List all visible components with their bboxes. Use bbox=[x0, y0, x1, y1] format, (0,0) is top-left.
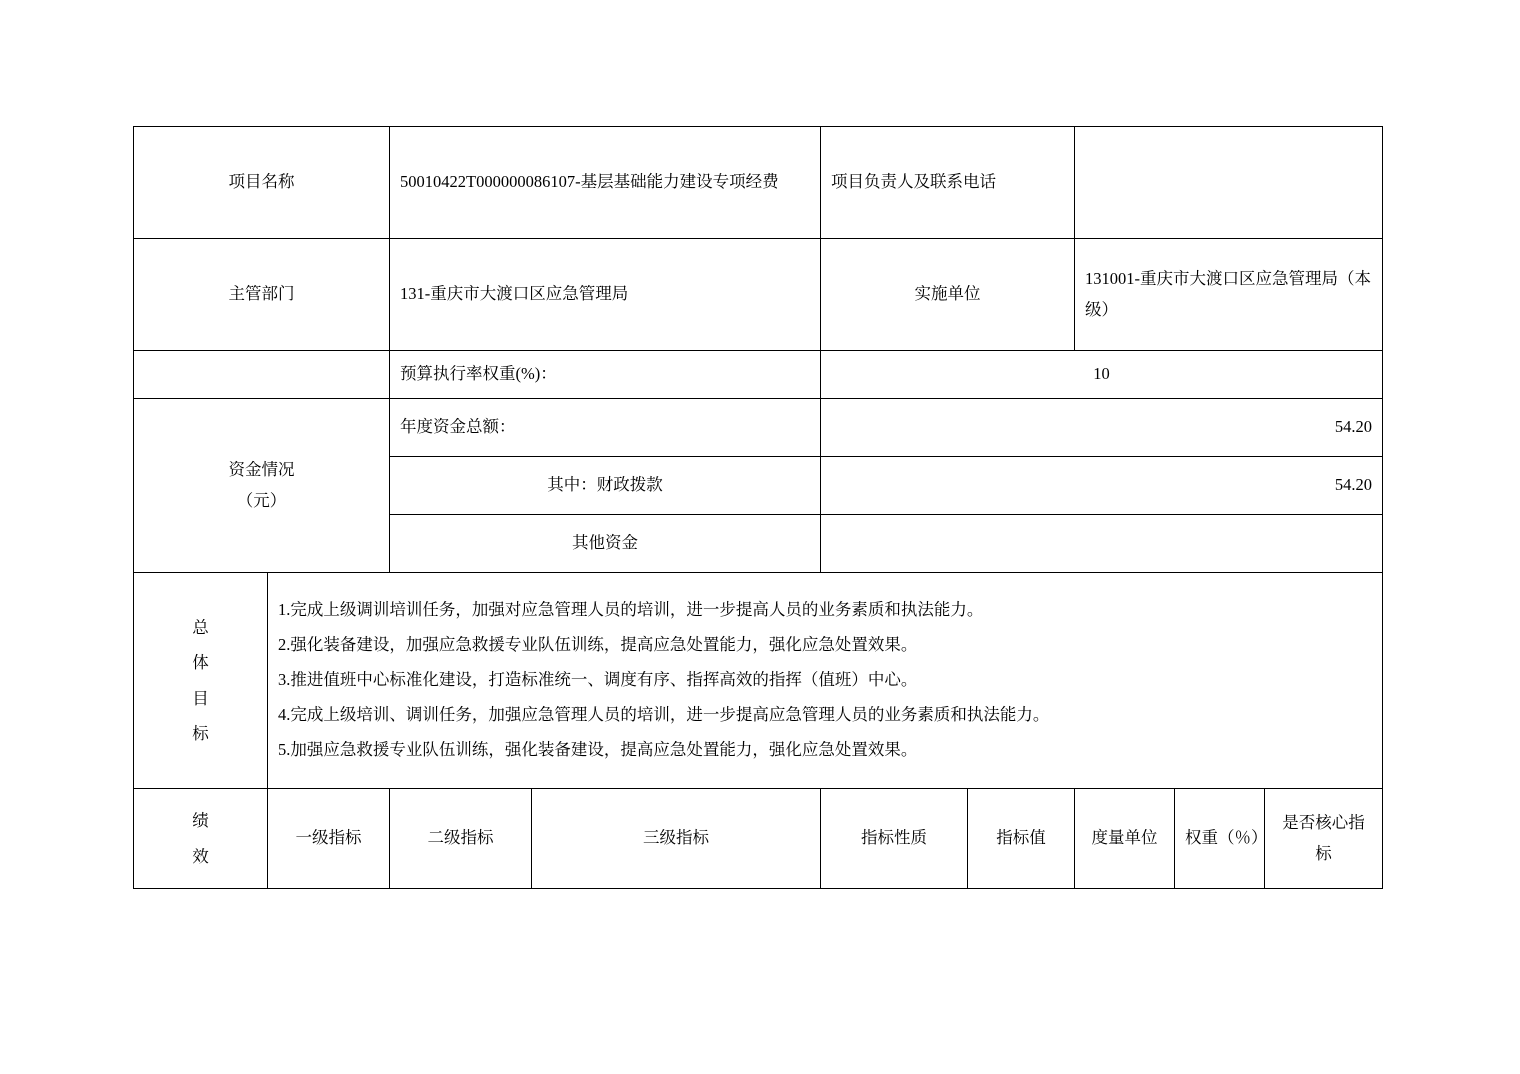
overall-goal-item: 1.完成上级调训培训任务，加强对应急管理人员的培训，进一步提高人员的业务素质和执法能力。 bbox=[278, 600, 984, 619]
table-row bbox=[134, 351, 1383, 399]
performance-label-char: 绩 bbox=[192, 811, 209, 831]
overall-goal-item: 5.加强应急救援专业队伍训练，强化装备建设，提高应急处置能力，强化应急处置效果。 bbox=[278, 740, 918, 759]
fund-other-value bbox=[821, 515, 1383, 573]
fund-fiscal-value: 54.20 bbox=[821, 457, 1383, 515]
project-name-value: 50010422T000000086107-基层基础能力建设专项经费 bbox=[390, 127, 821, 239]
performance-label-char: 效 bbox=[192, 846, 209, 866]
overall-goal-label-char: 总 bbox=[192, 617, 209, 637]
overall-goal-item: 4.完成上级培训、调训任务，加强应急管理人员的培训，进一步提高应急管理人员的业务素质和执法能力。 bbox=[278, 705, 1050, 724]
perf-header-level3: 三级指标 bbox=[532, 789, 821, 889]
table-row bbox=[134, 399, 1383, 457]
project-owner-label: 项目负责人及联系电话 bbox=[821, 127, 1075, 239]
table-row-overall-goal bbox=[134, 573, 1383, 789]
overall-goal-content bbox=[268, 573, 1383, 789]
table-row bbox=[134, 239, 1383, 351]
overall-goal-item: 3.推进值班中心标准化建设，打造标准统一、调度有序、指挥高效的指挥（值班）中心。 bbox=[278, 670, 918, 689]
overall-goal-label bbox=[134, 573, 268, 789]
overall-goal-label-char: 体 bbox=[192, 653, 209, 673]
perf-header-core: 是否核心指标 bbox=[1265, 789, 1383, 889]
table-row bbox=[134, 127, 1383, 239]
perf-header-unit: 度量单位 bbox=[1075, 789, 1175, 889]
fund-situation-label bbox=[134, 399, 390, 573]
performance-label bbox=[134, 789, 268, 889]
fund-total-value: 54.20 bbox=[821, 399, 1383, 457]
perf-header-value: 指标值 bbox=[968, 789, 1075, 889]
perf-header-nature: 指标性质 bbox=[821, 789, 968, 889]
dept-value: 131-重庆市大渡口区应急管理局 bbox=[390, 239, 821, 351]
budget-rate-spacer bbox=[134, 351, 390, 399]
overall-goal-item: 2.强化装备建设，加强应急救援专业队伍训练，提高应急处置能力，强化应急处置效果。 bbox=[278, 635, 918, 654]
fund-situation-label-line1: 资金情况 bbox=[228, 459, 295, 479]
fund-fiscal-label: 其中：财政拨款 bbox=[390, 457, 821, 515]
overall-goal-label-char: 标 bbox=[192, 723, 209, 743]
project-owner-value bbox=[1075, 127, 1383, 239]
dept-label: 主管部门 bbox=[134, 239, 390, 351]
budget-rate-label: 预算执行率权重(%)： bbox=[390, 351, 821, 399]
unit-label: 实施单位 bbox=[821, 239, 1075, 351]
project-performance-table bbox=[133, 126, 1383, 889]
overall-goal-label-char: 目 bbox=[192, 688, 209, 708]
budget-rate-value: 10 bbox=[821, 351, 1383, 399]
unit-value: 131001-重庆市大渡口区应急管理局（本级） bbox=[1075, 239, 1383, 351]
project-name-label: 项目名称 bbox=[134, 127, 390, 239]
table-row-performance-header bbox=[134, 789, 1383, 889]
perf-header-level1: 一级指标 bbox=[268, 789, 390, 889]
fund-total-label: 年度资金总额： bbox=[390, 399, 821, 457]
perf-header-level2: 二级指标 bbox=[390, 789, 532, 889]
fund-situation-label-line2: （元） bbox=[236, 490, 287, 510]
perf-header-weight: 权重（％） bbox=[1175, 789, 1265, 889]
fund-other-label: 其他资金 bbox=[390, 515, 821, 573]
